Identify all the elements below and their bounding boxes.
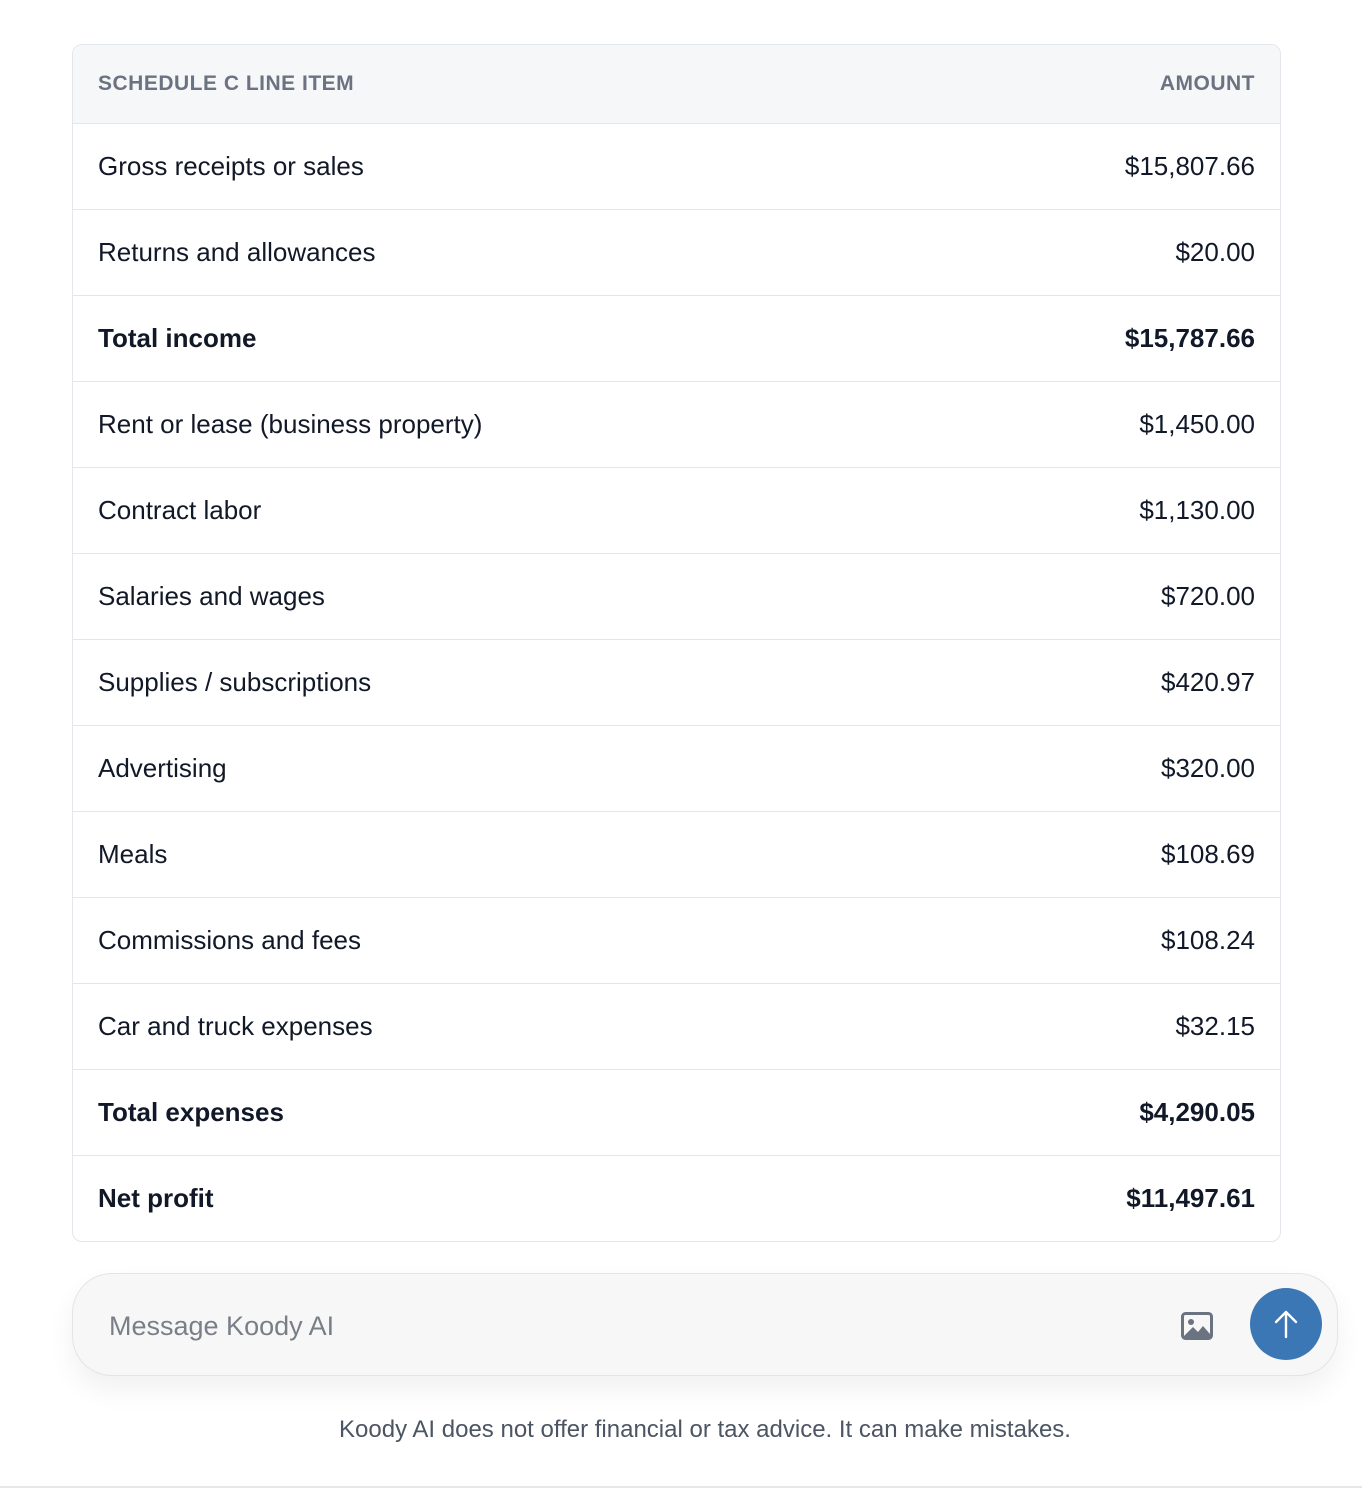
line-item-amount: $108.69 [1161,839,1255,869]
line-item-label: Commissions and fees [98,925,361,955]
table-row [73,1156,1280,1241]
line-item-amount: $32.15 [1175,1011,1255,1041]
line-item-amount: $420.97 [1161,667,1255,697]
table-body [73,124,1280,1241]
message-composer [72,1273,1338,1376]
line-item-amount: $11,497.61 [1126,1183,1255,1213]
line-item-amount: $20.00 [1175,237,1255,267]
table-header [73,45,1280,124]
line-item-amount: $15,807.66 [1124,151,1255,181]
line-item-amount: $1,130.00 [1139,495,1255,525]
line-item-label: Contract labor [98,495,262,525]
table-row [73,210,1280,296]
schedule-c-table [72,44,1281,1242]
disclaimer-text: Koody AI does not offer financial or tax advice. It can make mistakes. [339,1416,1071,1443]
line-item-label: Supplies / subscriptions [98,667,372,697]
line-item-label: Advertising [98,753,227,783]
image-icon [1181,1312,1213,1340]
line-item-label: Car and truck expenses [98,1011,373,1041]
column-header-line-item: SCHEDULE C LINE ITEM [98,72,355,95]
line-item-amount: $320.00 [1161,753,1255,783]
line-item-label: Total income [98,323,257,353]
table-row [73,984,1280,1070]
line-item-label: Meals [98,839,168,869]
table-row [73,382,1280,468]
send-button[interactable] [1250,1288,1322,1360]
line-item-label: Salaries and wages [98,581,325,611]
table-row [73,812,1280,898]
table-row [73,124,1280,210]
line-item-amount: $720.00 [1161,581,1255,611]
table-row [73,468,1280,554]
table-row [73,898,1280,984]
line-item-label: Gross receipts or sales [98,151,364,181]
column-header-amount: AMOUNT [1159,72,1255,95]
line-item-amount: $15,787.66 [1124,323,1255,353]
line-item-amount: $1,450.00 [1139,409,1255,439]
table-row [73,640,1280,726]
line-item-amount: $4,290.05 [1139,1097,1255,1127]
table-row [73,554,1280,640]
line-item-label: Rent or lease (business property) [98,409,483,439]
line-item-label: Returns and allowances [98,237,376,267]
line-item-label: Total expenses [98,1097,284,1127]
table-row [73,296,1280,382]
table-row [73,726,1280,812]
line-item-label: Net profit [98,1183,214,1213]
table-row [73,1070,1280,1156]
line-item-amount: $108.24 [1161,925,1255,955]
arrow-up-icon [1273,1309,1299,1339]
attach-image-button[interactable] [1179,1308,1215,1344]
message-input[interactable] [107,1300,1111,1352]
